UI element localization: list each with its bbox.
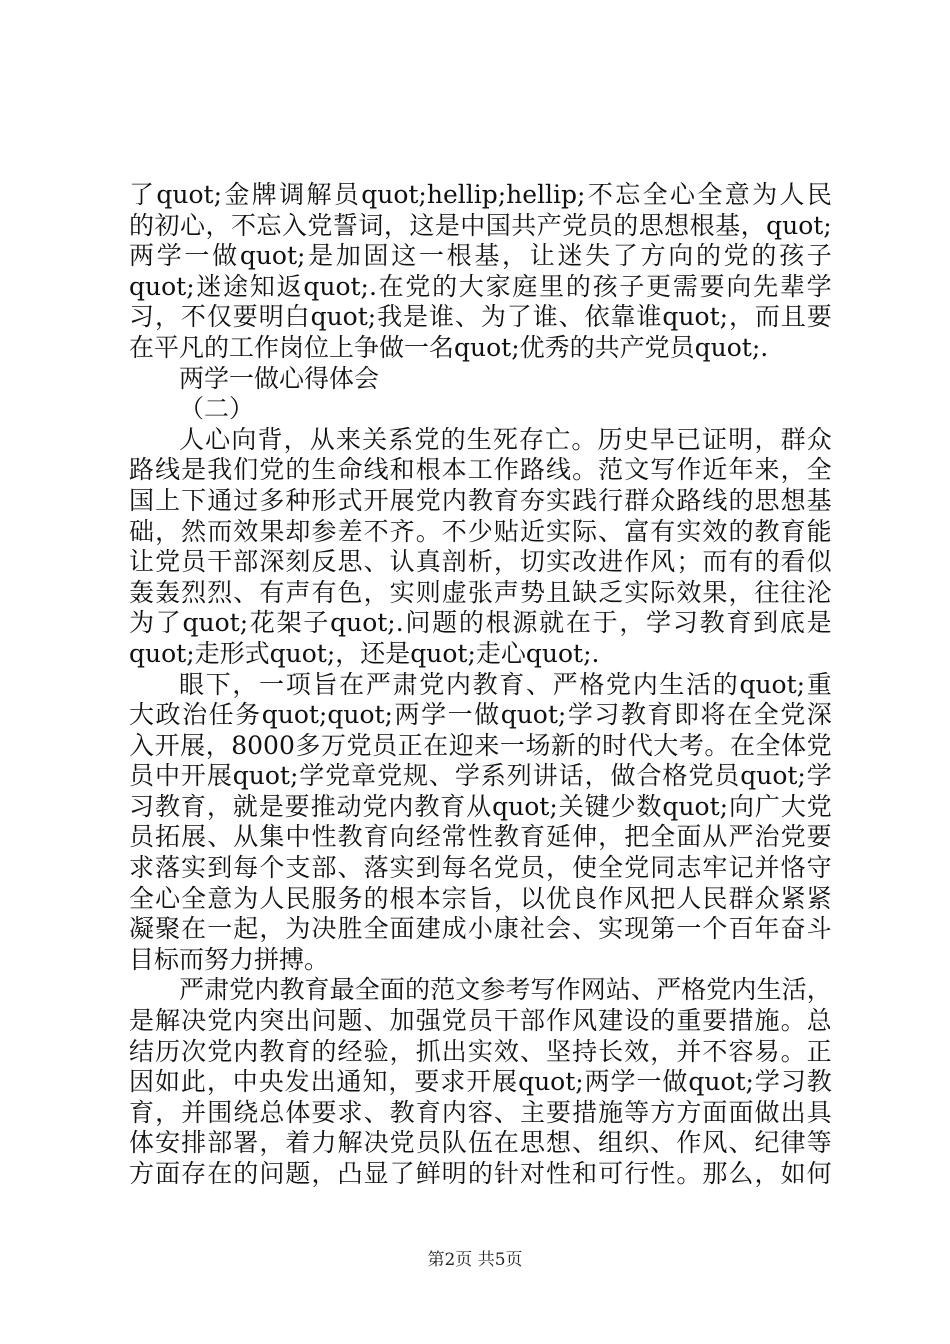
text-line: 轰 轰 烈 烈 、 有 声 有 色 ， 实 则 虚 张 声 势 且 缺 乏 实 际 效 果 ， 往 往 沦 — [129, 577, 832, 607]
text-line: 路 线 是 我 们 党 的 生 命 线 和 根 本 工 作 路 线 。 范 文 写 作 近 年 来 ， 全 — [129, 455, 832, 485]
text-line: 全 心 全 意 为 人 民 服 务 的 根 本 宗 旨 ， 以 优 良 作 风 把 人 民 群 众 紧 紧 — [129, 883, 832, 913]
text-line: 员 拓 展 、 从 集 中 性 教 育 向 经 常 性 教 育 延 伸 ， 把 全 面 从 严 治 党 要 — [129, 822, 832, 852]
text-line-content: 两学一做心得体会 — [179, 363, 380, 393]
text-line: 是 解 决 党 内 突 出 问 题 、 加 强 党 员 干 部 作 风 建 设 的 重 要 措 施 。 总 — [129, 1006, 832, 1036]
text-line-content: （二） — [179, 394, 255, 424]
text-line: 两 学 一 做 quot; 是 加 固 这 一 根 基 ， 让 迷 失 了 方 向 的 党 的 孩 子 — [129, 241, 832, 271]
text-line: 大 政 治 任 务 quot;quot; 两 学 一 做 quot; 学 习 教 育 即 将 在 全 党 深 — [129, 700, 832, 730]
text-line: 习 ， 不 仅 要 明 白 quot; 我 是 谁 、 为 了 谁 、 依 靠 谁 quot; ， 而 且 要 — [129, 302, 832, 332]
text-line: 让 党 员 干 部 深 刻 反 思 、 认 真 剖 析 ， 切 实 改 进 作 风 ； 而 有 的 看 似 — [129, 547, 832, 577]
text-line: 为 了 quot; 花 架 子 quot;. 问 题 的 根 源 就 在 于 ， 学 习 教 育 到 底 是 — [129, 608, 832, 638]
text-line: 求 落 实 到 每 个 支 部 、 落 实 到 每 名 党 员 ， 使 全 党 同 志 牢 记 并 恪 守 — [129, 853, 832, 883]
text-line: quot; 迷 途 知 返 quot;. 在 党 的 大 家 庭 里 的 孩 子 更 需 要 向 先 辈 学 — [129, 271, 832, 301]
text-line — [129, 364, 832, 395]
text-line: 体 安 排 部 署 ， 着 力 解 决 党 员 队 伍 在 思 想 、 组 织 、 作 风 、 纪 律 等 — [129, 1128, 832, 1158]
text-line: 础 ， 然 而 效 果 却 参 差 不 齐 。 不 少 贴 近 实 际 、 富 有 实 效 的 教 育 能 — [129, 516, 832, 546]
text-line: 入 开 展 ， 8000 多 万 党 员 正 在 迎 来 一 场 新 的 时 代 大 考 。 在 全 体 党 — [129, 730, 832, 760]
text-line: 育 ， 并 围 绕 总 体 要 求 、 教 育 内 容 、 主 要 措 施 等 方 方 面 面 做 出 具 — [129, 1097, 832, 1127]
text-line — [129, 333, 832, 364]
text-line: 凝 聚 在 一 起 ， 为 决 胜 全 面 建 成 小 康 社 会 、 实 现 第 一 个 百 年 奋 斗 — [129, 914, 832, 944]
text-line-content: quot;走形式quot;，还是quot;走心quot;. — [129, 638, 600, 668]
text-line-content: 在平凡的工作岗位上争做一名quot;优秀的共产党员quot;. — [129, 332, 769, 362]
text-line — [129, 945, 832, 976]
text-line: 了 quot; 金 牌 调 解 员 quot;hellip;hellip; 不 忘 全 心 全 意 为 人 民 — [129, 180, 832, 209]
text-line: 眼 下 ， 一 项 旨 在 严 肃 党 内 教 育 、 严 格 党 内 生 活 的 quot; 重 — [179, 669, 832, 699]
text-line: 的 初 心 ， 不 忘 入 党 誓 词 ， 这 是 中 国 共 产 党 员 的 思 想 根 基 ， quot; — [129, 210, 832, 240]
text-line — [129, 394, 832, 425]
text-line: 因 如 此 ， 中 央 发 出 通 知 ， 要 求 开 展 quot; 两 学 一 做 quot; 学 习 教 — [129, 1067, 832, 1097]
text-line: 方 面 存 在 的 问 题 ， 凸 显 了 鲜 明 的 针 对 性 和 可 行 性 。 那 么 ， 如 何 — [129, 1159, 832, 1188]
page-footer: 第2页 共5页 — [427, 1250, 523, 1270]
text-line: 国 上 下 通 过 多 种 形 式 开 展 党 内 教 育 夯 实 践 行 群 众 路 线 的 思 想 基 — [129, 485, 832, 515]
document-body — [129, 180, 832, 1190]
text-line: 结 历 次 党 内 教 育 的 经 验 ， 抓 出 实 效 、 坚 持 长 效 ， 并 不 容 易 。 正 — [129, 1036, 832, 1066]
text-line: 习 教 育 ， 就 是 要 推 动 党 内 教 育 从 quot; 关 键 少 数 quot; 向 广 大 党 — [129, 791, 832, 821]
text-line: 员 中 开 展 quot; 学 党 章 党 规 、 学 系 列 讲 话 ， 做 合 格 党 员 quot; 学 — [129, 761, 832, 791]
text-line: 严 肃 党 内 教 育 最 全 面 的 范 文 参 考 写 作 网 站 、 严 格 党 内 生 活 ， — [179, 975, 832, 1005]
text-line-content: 目标而努力拼搏。 — [129, 944, 330, 974]
text-line — [129, 639, 832, 670]
text-line: 人 心 向 背 ， 从 来 关 系 党 的 生 死 存 亡 。 历 史 早 已 证 明 ， 群 众 — [179, 424, 832, 454]
